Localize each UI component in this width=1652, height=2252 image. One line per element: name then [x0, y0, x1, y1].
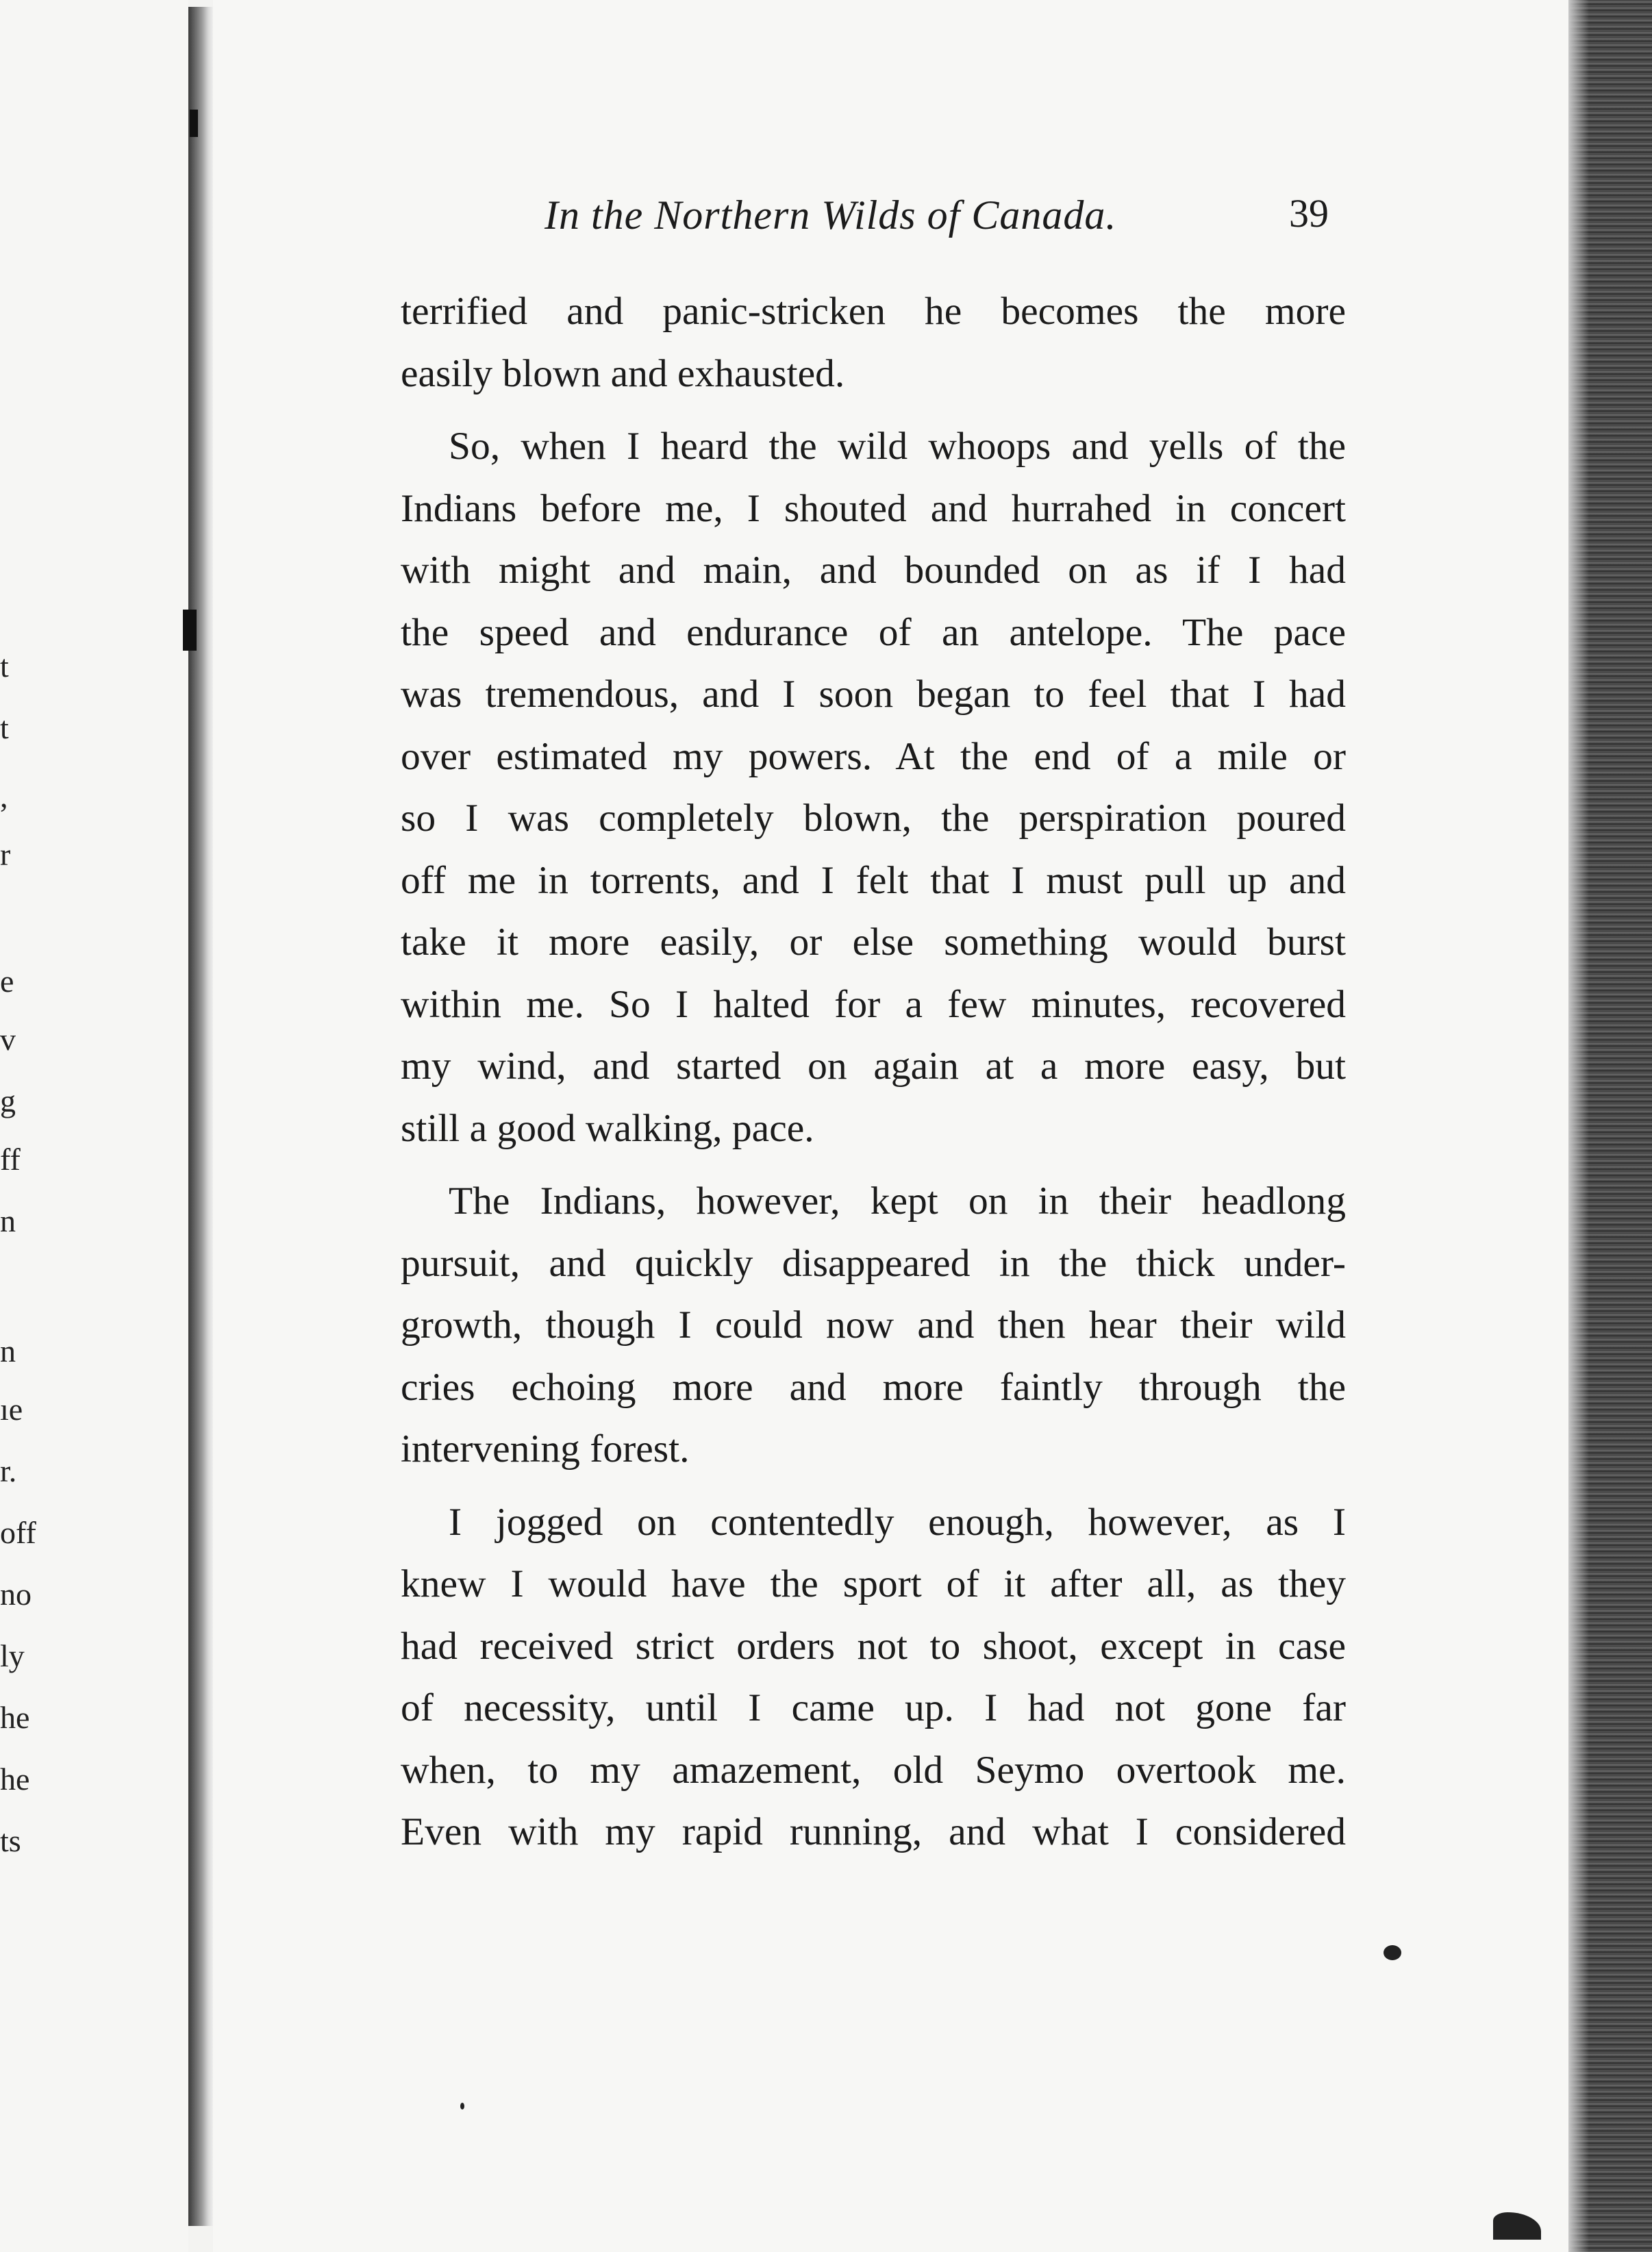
- facing-page-fragment: e: [0, 964, 14, 999]
- paragraph: [401, 281, 1346, 405]
- facing-page-fragment: v: [0, 1022, 16, 1057]
- facing-page-fragment: ıe: [0, 1392, 23, 1427]
- text-line: was tremendous, and I soon began to feel that I had: [401, 673, 1346, 716]
- text-line: growth, though I could now and then hear their wild: [401, 1303, 1346, 1347]
- facing-page-fragment: ,: [0, 779, 8, 814]
- text-line: I jogged on contentedly enough, however, as I: [449, 1500, 1346, 1544]
- text-line: with might and main, and bounded on as if I had: [401, 549, 1346, 592]
- text-line: when, to my amazement, old Seymo overtook me.: [401, 1748, 1346, 1792]
- facing-page-fragment: r.: [0, 1453, 17, 1488]
- text-line: knew I would have the sport of it after all, as they: [401, 1562, 1346, 1605]
- text-line: intervening forest.: [401, 1427, 690, 1471]
- text-line: pursuit, and quickly disappeared in the thick under-: [401, 1241, 1346, 1285]
- text-line: take it more easily, or else something would burst: [401, 921, 1346, 964]
- text-line: of necessity, until I came up. I had not gone far: [401, 1686, 1346, 1729]
- page-number: 39: [1289, 191, 1329, 236]
- text-line: over estimated my powers. At the end of a mile or: [401, 734, 1346, 778]
- text-line: the speed and endurance of an antelope. The pace: [401, 610, 1346, 654]
- text-line: The Indians, however, kept on in their headlong: [449, 1179, 1346, 1223]
- text-line: my wind, and started on again at a more easy, but: [401, 1044, 1346, 1088]
- text-line: So, when I heard the wild whoops and yells of the: [449, 425, 1346, 468]
- page-stack-edge: [1568, 0, 1652, 2252]
- text-line: had received strict orders not to shoot, except in case: [401, 1624, 1346, 1668]
- text-line: within me. So I halted for a few minutes, recovered: [401, 982, 1346, 1026]
- text-line: so I was completely blown, the perspiration poured: [401, 797, 1346, 840]
- facing-page-fragment: no: [0, 1577, 32, 1612]
- facing-page-fragment: t: [0, 649, 9, 684]
- facing-page-fragment: ff: [0, 1142, 21, 1177]
- paragraph: [401, 1171, 1346, 1481]
- facing-page-fragment: n: [0, 1334, 16, 1368]
- print-speck: [460, 2103, 464, 2110]
- print-speck: [1384, 1945, 1401, 1960]
- gutter-mark: [183, 610, 197, 651]
- text-line: cries echoing more and more faintly through the: [401, 1365, 1346, 1409]
- facing-page-fragment: he: [0, 1700, 30, 1735]
- facing-page-fragment: t: [0, 710, 9, 745]
- facing-page-fragment: ts: [0, 1823, 21, 1858]
- paragraph: [401, 416, 1346, 1160]
- facing-page-fragment: off: [0, 1515, 36, 1550]
- body-text: [401, 281, 1346, 1864]
- facing-page-fragment: he: [0, 1762, 30, 1797]
- paragraph: [401, 1492, 1346, 1864]
- text-line: off me in torrents, and I felt that I must pull up and: [401, 858, 1346, 902]
- facing-page-fragment: ly: [0, 1638, 25, 1673]
- facing-page-edge: [0, 0, 188, 2252]
- facing-page-fragment: n: [0, 1203, 16, 1238]
- text-line: terrified and panic-stricken he becomes the more: [401, 290, 1346, 333]
- gutter-mark: [190, 110, 198, 137]
- facing-page-fragment: g: [0, 1084, 16, 1118]
- book-gutter: [188, 7, 213, 2226]
- facing-page-fragment: r: [0, 837, 11, 872]
- text-line: still a good walking, pace.: [401, 1106, 814, 1150]
- text-line: easily blown and exhausted.: [401, 351, 845, 395]
- text-line: Even with my rapid running, and what I considered: [401, 1810, 1346, 1853]
- running-header: In the Northern Wilds of Canada.: [545, 192, 1117, 238]
- text-line: Indians before me, I shouted and hurrahed in concert: [401, 486, 1346, 530]
